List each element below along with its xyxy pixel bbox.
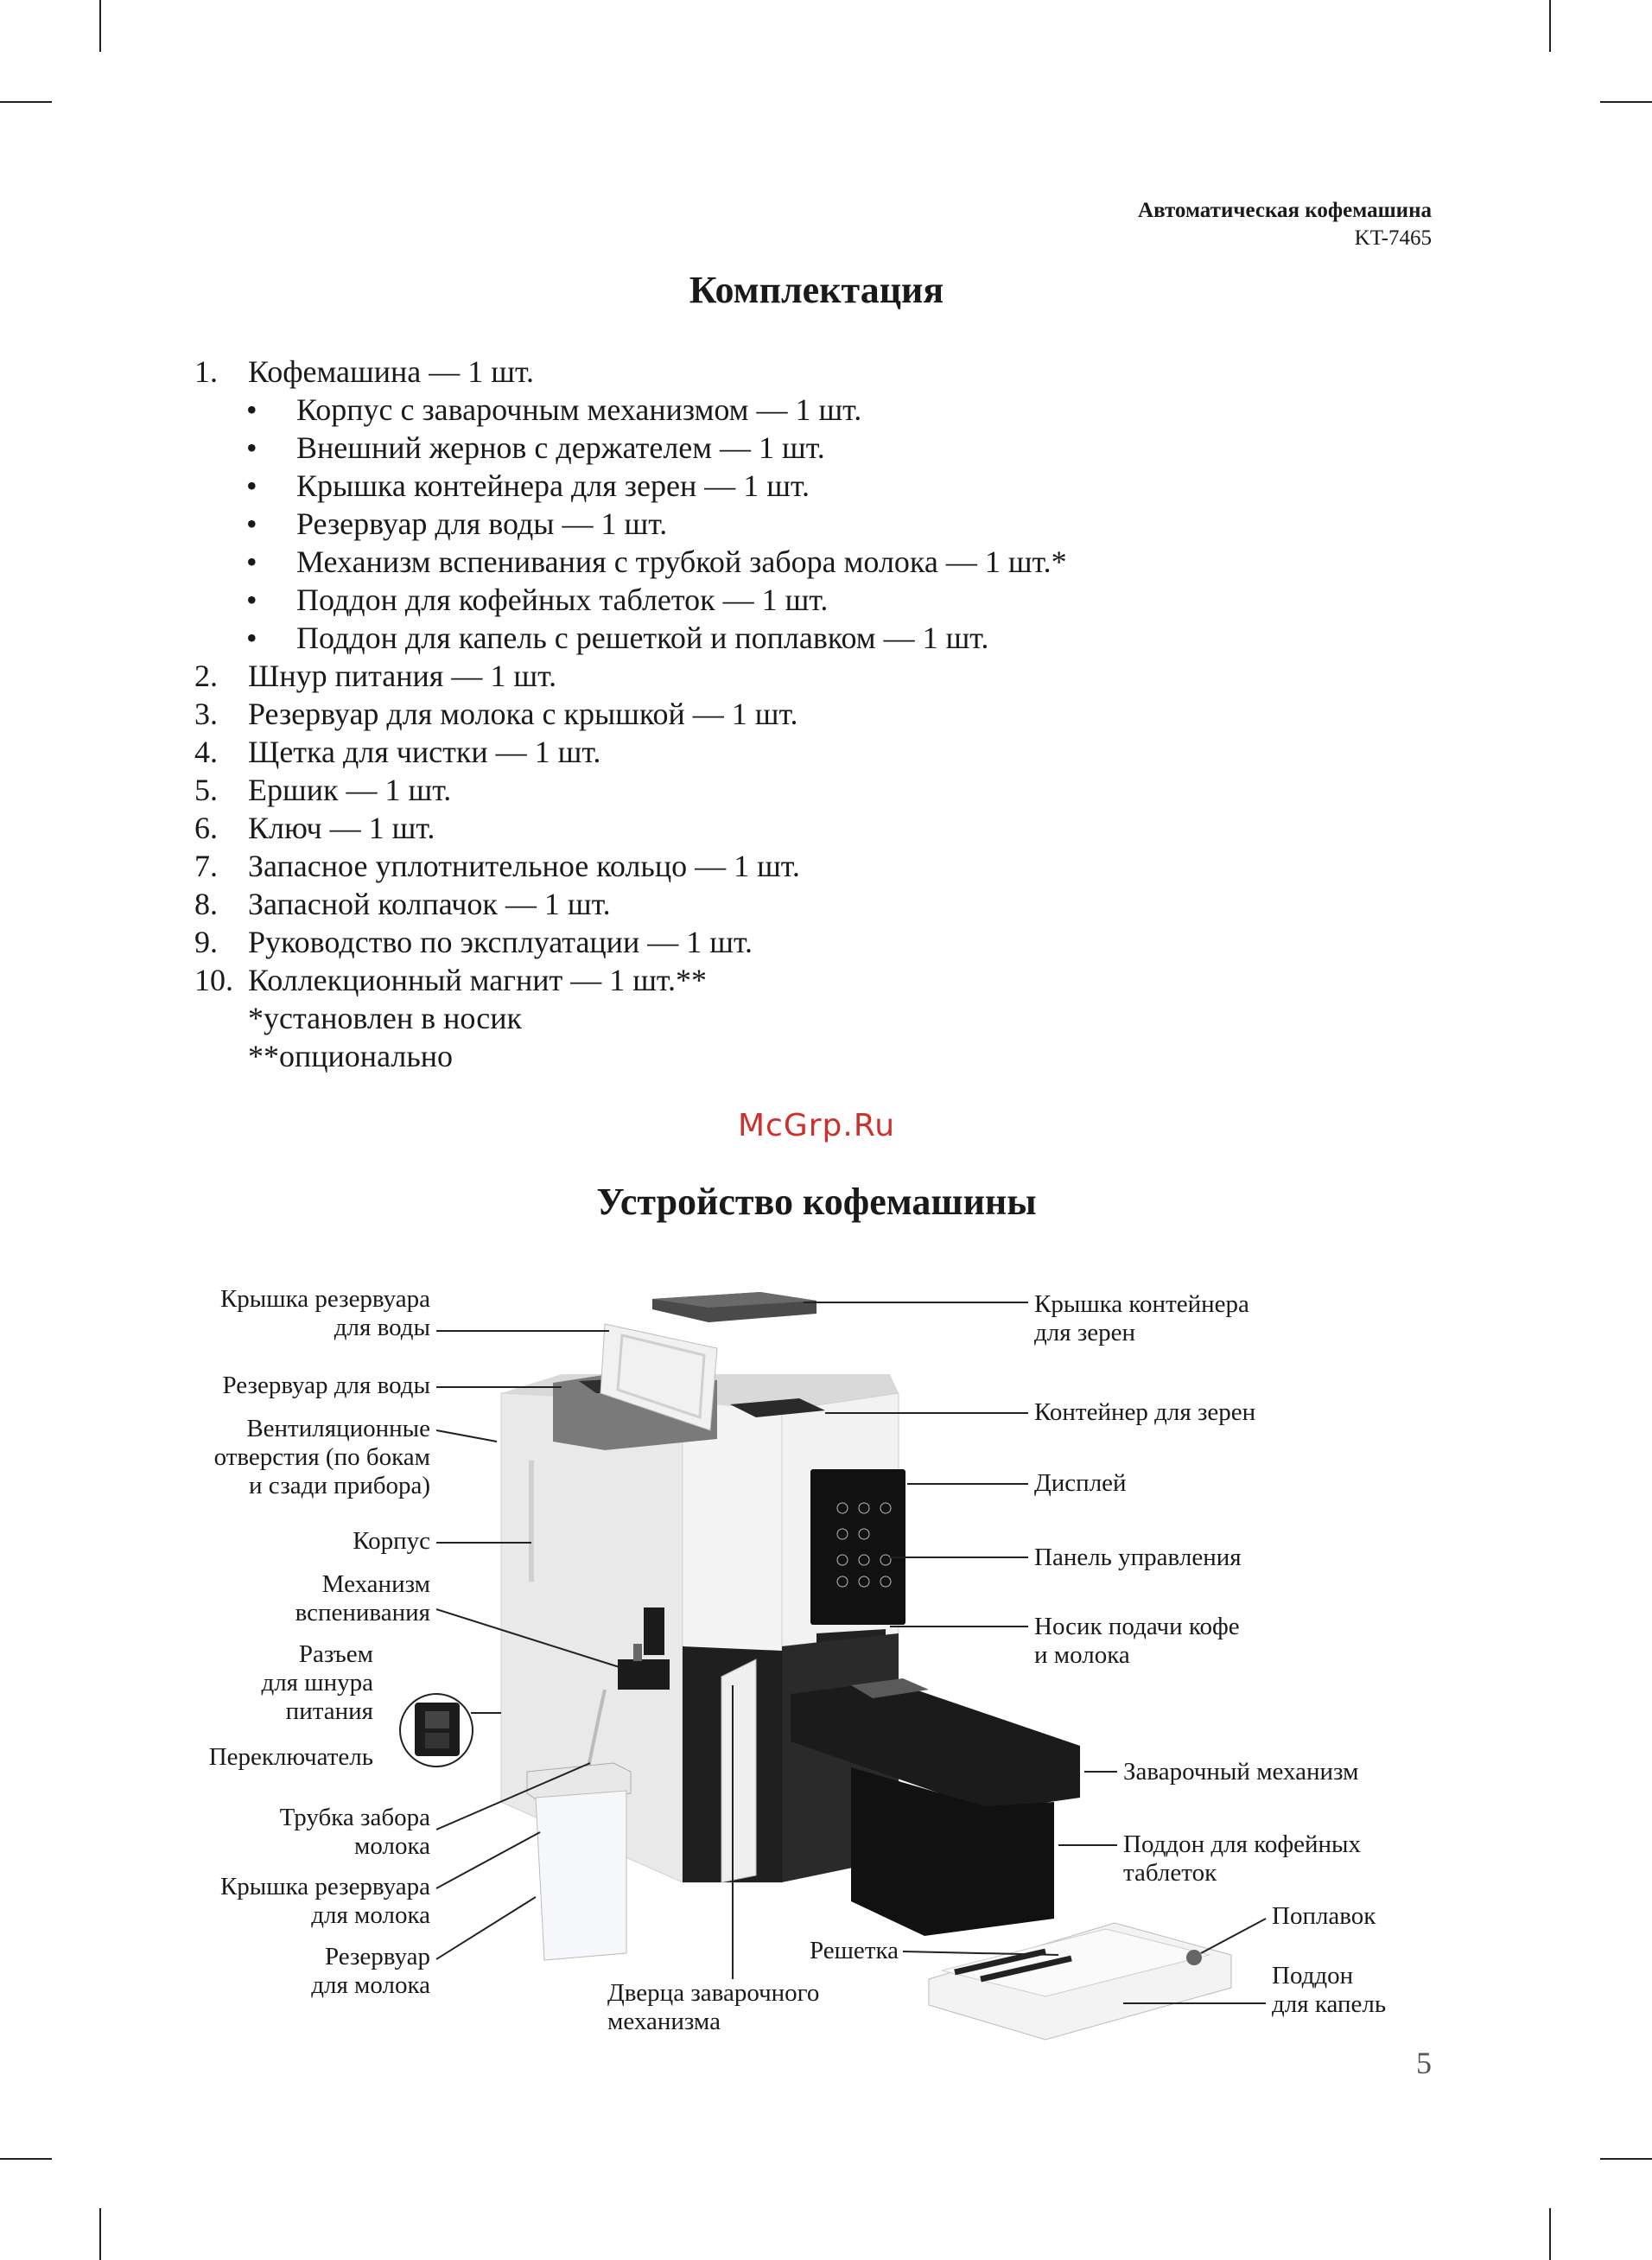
header-title: Автоматическая кофемашина — [1138, 199, 1432, 222]
page-number: 5 — [1416, 2046, 1432, 2080]
label-brew-unit: Заварочный механизм — [1123, 1758, 1359, 1786]
label-display: Дисплей — [1034, 1469, 1127, 1497]
label-frother: Механизм вспенивания — [295, 1570, 430, 1627]
milk-tank-shape — [527, 1763, 631, 1960]
watermark: McGrp.Ru — [737, 1108, 896, 1143]
water-tank-shape — [553, 1324, 717, 1450]
label-body: Корпус — [353, 1527, 430, 1555]
label-power-socket: Разъем для шнура питания — [261, 1640, 373, 1725]
display-panel-shape — [810, 1469, 905, 1625]
label-grate: Решетка — [809, 1937, 899, 1964]
drip-tray-shape — [929, 1923, 1231, 2040]
label-vents: Вентиляционные отверстия (по бокам и сзади прибора) — [213, 1415, 430, 1499]
label-puck-tray: Поддон для кофейных таблеток — [1123, 1830, 1362, 1887]
label-milk-tank: Резервуар для молока — [311, 1943, 430, 1999]
label-brew-door: Дверца заварочного механизма — [607, 1979, 820, 2035]
label-milk-tube: Трубка забора молока — [279, 1804, 430, 1860]
package-contents-title: Комплектация — [689, 269, 944, 311]
label-drip-tray: Поддон для капель — [1272, 1962, 1387, 2018]
label-water-tank-lid: Крышка резервуара для воды — [219, 1285, 430, 1341]
device-title: Устройство кофемашины — [596, 1181, 1037, 1223]
label-bean-lid: Крышка контейнера для зерен — [1034, 1290, 1249, 1346]
label-float: Поплавок — [1272, 1902, 1376, 1930]
power-socket-inset — [400, 1694, 473, 1767]
label-milk-tank-lid: Крышка резервуара для молока — [219, 1873, 430, 1929]
label-control-panel: Панель управления — [1034, 1544, 1242, 1571]
bean-lid-shape — [652, 1292, 816, 1322]
label-switch: Переключатель — [208, 1743, 373, 1771]
label-water-tank: Резервуар для воды — [222, 1372, 430, 1399]
label-bean-container: Контейнер для зерен — [1034, 1398, 1256, 1426]
header-model: KT-7465 — [1354, 226, 1432, 250]
label-spout: Носик подачи кофе и молока — [1034, 1613, 1240, 1669]
